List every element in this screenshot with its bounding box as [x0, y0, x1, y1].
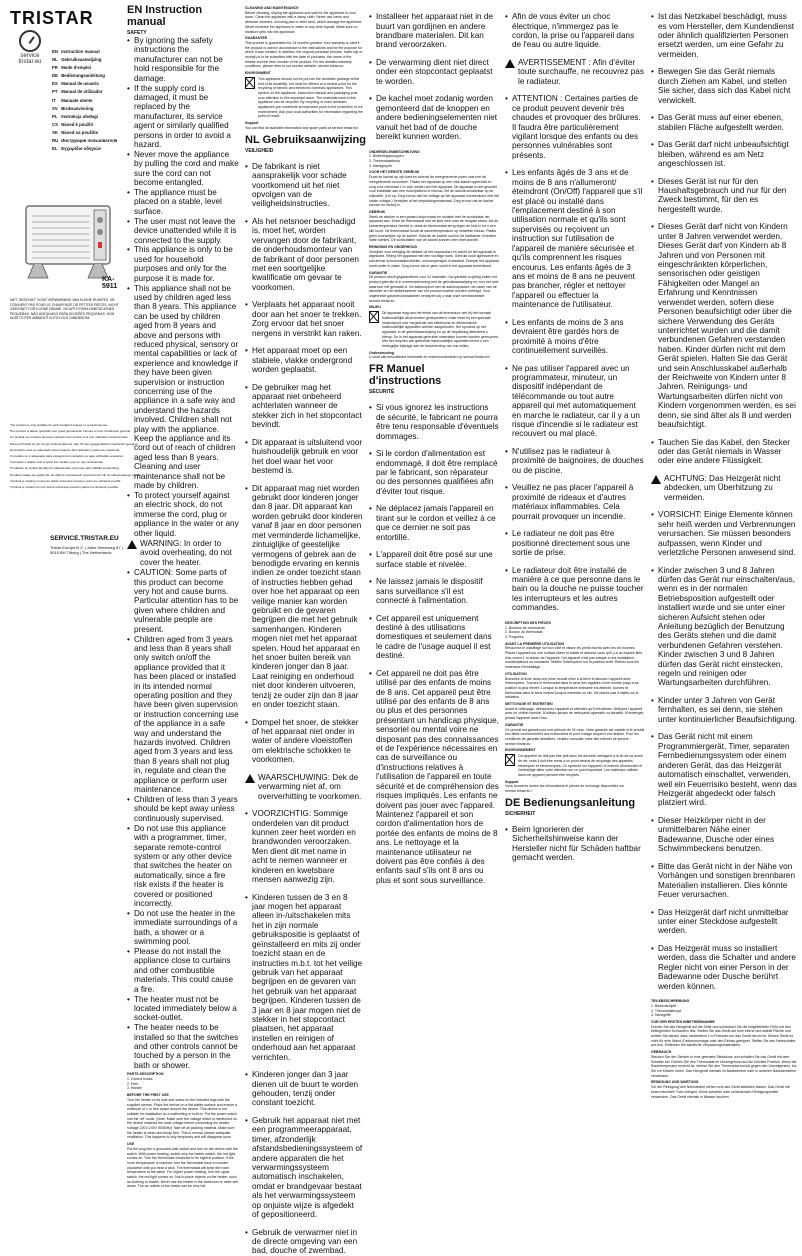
warning-row [127, 539, 239, 567]
guarantee-heading: GARANTIE [505, 722, 524, 727]
environment-text: Dit apparaat mag aan het einde van de levensduur niet bij het normale huishoudelijke afval worden gedeponeerd, maar moet bij een speciaal inzamelpunt voor hergebruik van elektrische en elektronische huishoudelijke apparaten worden aangeboden. Het symbool op het apparaat, in de gebruiksaanwijzing en op de verpakking attendeert u hierop. De in het apparaat gebruikte materialen kunnen worden gerecycled. Met het recyclen van gebruikte huishoudelijke apparaten levert u een belangrijke bijdrage aan de bescherming van ons milieu. [382, 311, 499, 349]
service-website[interactable]: SERVICE.TRISTAR.EU [50, 535, 119, 542]
crossed-bin-icon [369, 311, 379, 323]
safety-item: • Le radiateur doit être installé de manière à ce que personne dans le bain ou la douche ne puisse toucher les interrupteurs et les autres commandes. [505, 566, 645, 613]
safety-item: • Das Gerät muss auf einer ebenen, stabilen Fläche aufgestellt werden. [651, 113, 797, 132]
support-heading: Support [245, 121, 259, 126]
environment-row [369, 311, 499, 349]
environment-row [245, 77, 363, 119]
parts-heading: DESCRIPTION DES PIÈCES [505, 620, 551, 625]
before-use-heading: VOOR HET EERSTE GEBRUIK [369, 170, 420, 175]
safety-heading: SICHERHEIT [505, 810, 536, 817]
brand-logo: TRISTAR [10, 8, 94, 28]
room-warning: NIET GESCHIKT VOOR VERWARMING VAN KLEINE RUIMTES. NE CONVIENT PAS POUR LE CHAUFFAGE DE PETITES PIÈCES. NICHT GEEIGNET FÜR KLEINE RÄUME. NO APTO PARA HABITACIONES PEQUEÑAS. NÃO ADEQUADO PARA DIVISÕES PEQUENAS. NON ADATTO PER AMBIENTI DI PICCOLE DIMENSIONI. [10, 298, 119, 321]
part-item: 3. Handle [127, 1086, 142, 1091]
parts-heading: TEILEBESCHREIBUNG [651, 999, 690, 1004]
parts-heading: PARTS DESCRIPTION [127, 1072, 164, 1077]
guarantee-heading: GARANTIE [369, 270, 388, 275]
safety-item: • Kinder unter 3 Jahren von Gerät fernhalten, es sei denn, sie stehen unter kontinuierlicher Beaufsichtigung. [651, 696, 797, 724]
safety-item: • Children aged from 3 years and less than 8 years shall only switch on/off the appliance provided that it has been placed or installed in its intended normal operating position and they have been given supervision or instruction concerning use of the appliance in a safe way and understand the hazards involved. Children aged from 3 years and less than 8 years shall not plug in, regulate and clean the appliance or perform user maintenance. [127, 635, 239, 795]
safety-item: • Dieses Gerät darf nicht von Kindern unter 8 Jahren verwendet werden. Dieses Gerät darf von Kindern ab 8 Jahren und von Personen mit eingeschränkten körperlichen, sensorischen oder geistigen Fähigkeiten oder Mangel an Erfahrung und Kenntnissen verwendet werden, sofern diese Personen beaufsichtigt oder über die sichere Verwendung des Geräts unterrichtet wurden und die damit verbundenen Gefahren verstanden haben. Kinder dürfen nicht mit dem Gerät spielen. Halten Sie das Gerät und sein Anschlusskabel außerhalb der Reichweite von Kindern unter 8 Jahren. Reinigungs- und Wartungsarbeiten dürfen nicht von Kindern vorgenommen werden, es sei denn, sie sind älter als 8 und werden beaufsichtigt. [651, 222, 797, 429]
insulation-disclaimer [10, 422, 142, 490]
safety-item: • Verplaats het apparaat nooit door aan het snoer te trekken. Zorg ervoor dat het snoer nergens in verstrikt kan raken. [245, 300, 363, 338]
wrench-icon [19, 30, 41, 52]
warning-row [245, 773, 363, 801]
safety-heading: VEILIGHEID [245, 147, 274, 154]
part-item: 2. Thermostaatknop [369, 159, 401, 164]
environment-heading: ENVIRONMENT [245, 71, 271, 76]
guarantee-heading: GUARANTEE [245, 36, 268, 41]
before-use-text: Turn the heater on its side and screw on the included legs with the supplied screws. Place the device on a flat stable surface and ensure a minimum of 1 m free space around the device. This device is not suitable for installation on a wall/ceiling or built-in. Put the power switch into the 'off' mode. (Note: Make sure the voltage which is mentioned on the device matches the local voltage before connecting the heater. Voltage 220V-240V 50/60Hz) Take off all packing material. Make sure the heater is clean and dusty-free. This is normal, please adequate ventilation. This happens is only temporary and will disappear soon. [127, 1097, 238, 1140]
column-en-nl [245, 4, 366, 1256]
safety-item: • Als het netsnoer beschadigd is, moet het, worden vervangen door de fabrikant, de onderhoudsmonteur van de fabrikant of door personen met een soortgelijke kwalificatie om gevaar te voorkomen. [245, 217, 363, 292]
safety-item: • Dieser Heizkörper nicht in der unmittelbaren Nähe einer Badewanne, Dusche oder eines Schwimmbeckens benutzen. [651, 816, 797, 854]
model-number: KA-5911 [102, 276, 118, 290]
before-use-heading: VOR DER ERSTEN INBETRIEBNAHME [651, 1019, 715, 1024]
safety-item: • Het apparaat moet op een stabiele, vlakke ondergrond worden geplaatst. [245, 346, 363, 374]
safety-item: • Children of less than 3 years should be kept away unless continuously supervised. [127, 795, 239, 823]
safety-item: • Cet appareil est uniquement destiné à des utilisations domestiques et seulement dans le cadre de l'usage auquel il est destiné. [369, 614, 499, 661]
warning-text: WARNING: In order to avoid overheating, do not cover the heater. [140, 539, 232, 567]
safety-item: • Installeer het apparaat niet in de buurt van gordijnen en andere brandbare materialen. Dit kan brand veroorzaken. [369, 12, 499, 50]
safety-item: • Afin de vous éviter un choc électrique, n'immergez pas le cordon, la prise ou l'appareil dans de l'eau ou autre liquide. [505, 12, 645, 50]
safety-item: • Tauchen Sie das Kabel, den Stecker oder das Gerät niemals in Wasser oder eine andere Flüssigkeit. [651, 438, 797, 466]
language-item: IT Manuale utente [52, 97, 93, 103]
part-item: 3. Handgrepen [369, 163, 393, 168]
language-item: EL Εγχειρίδιο οδηγιών [52, 146, 102, 152]
safety-item: • Dieses Gerät ist nur für den Haushaltsgebrauch und nur für den Zweck bestimmt, für den es hergestellt wurde. [651, 177, 797, 215]
service-badge[interactable] [10, 30, 50, 65]
safety-item: • Ne pas utiliser l'appareil avec un programmateur, minuteur, un dispositif indépendant de télécommande ou tout autre appareil qui met automatiquement en marche le radiateur, car il y a un risque d'incendie si le radiateur est recouvert ou mal placé. [505, 364, 645, 439]
safety-item: • The user must not leave the device unattended while it is connected to the supply. [127, 217, 239, 245]
disclaimer-line: Dieses Produkt ist nur für gut isolierte Räume oder für den gelegentlichen Gebrauch geeignet. [10, 441, 139, 446]
before-use-text: Draai de kachel op zijn kant en schroef de meegeleverde poten vast met de meegeleverde schroeven. Plaats het apparaat op een vlak stabiel oppervlak en zorg voor minimaal 1 m vrije ruimte rond het apparaat. Dit apparaat is niet geschikt voor installatie aan een muur/plafond of inbouw. Zet de aan/uit-schakelaar op de uitpositie. (Let op: Zorg ervoor dat het voltage op het apparaat overeenkomt met het lokale voltage.) Verwijder al het verpakkingsmateriaal. Zorg ervoor dat de kachel schoon en stofvrij is. [369, 175, 499, 208]
language-item: RU Инструкция пользователя [52, 138, 118, 144]
use-text: Stecken Sie den Stecker in eine geerdete Steckdose und schalten Sie das Gerät mit dem Schalter ein. Drehen Sie den Thermostat im Uhrzeigersinn auf die höchste Position. Wenn die Raumtemperatur erreicht ist, drehen Sie den Thermostat zurück gegen den Uhrzeigersinn, bis Sie ein Klicken hören. Das Heizgerät niemals im Badezimmer oder in anderen Nassbereichen verwenden. [651, 1054, 797, 1078]
safety-item: • N'utilisez pas le radiateur à proximité de baignoires, de douches ou de piscine. [505, 447, 645, 475]
safety-item: • The heater needs to be installed so that the switches and other controls cannot be touched by a person in the bath or shower. [127, 1023, 239, 1070]
support-text: U vindt alle beschikbare informatie en reserveonderdelen op service.tristar.eu! [369, 355, 490, 360]
safety-item: • Dompel het snoer, de stekker of het apparaat niet onder in water of andere vloeistoffen om elektrische schokken te voorkomen. [245, 718, 363, 765]
disclaimer-line: Ce produit ne convient qu'à des espaces bien isolés ou à une utilisation occasionnelle. [10, 435, 129, 440]
safety-item: • Do not use this appliance with a programmer, timer, separate remote-control system or any other device that switches the heater on automatically, since a fire risk exists if the heater is covered or positioned incorrectly. [127, 824, 239, 909]
language-item: SV Bruksanvisning [52, 105, 94, 111]
warning-row [505, 58, 645, 86]
before-use-heading: BEFORE THE FIRST USE [127, 1093, 169, 1098]
safety-item: • Gebruik de verwarmer niet in de directe omgeving van een bad, douche of zwembad. [245, 1228, 363, 1256]
column-fr-de [505, 4, 645, 863]
safety-item: • Das Heizgerät darf nicht unmittelbar unter einer Steckdose aufgestellt werden. [651, 908, 797, 936]
safety-item: • De verwarming dient niet direct onder een stopcontact geplaatst te worden. [369, 58, 499, 86]
safety-item: • By ignoring the safety instructions the manufacturer can not be hold responsible for the damage. [127, 36, 239, 83]
part-item: 2. Thermostatknopf [651, 1008, 682, 1013]
part-item: 3. Handgriffe [651, 1013, 671, 1018]
safety-item: • De gebruiker mag het apparaat niet onbeheerd achterlaten wanneer de stekker zich in het stopcontact bevindt. [245, 383, 363, 430]
safety-item: • To protect yourself against an electric shock, do not immerse the cord, plug or appliance in the water or any other liquid. [127, 491, 239, 538]
language-item: DE Bedienungsanleitung [52, 73, 105, 79]
disclaimer-line: Produkten är endast lämplig för välisolerade utrymmen eller tillfällig användning. [10, 466, 120, 471]
safety-item: • Veuillez ne pas placer l'appareil à proximité de rideaux et d'autres matériaux inflammables. Cela pourrait provoquer un incendie. [505, 483, 645, 521]
safety-item: • Do not use the heater in the immediate surroundings of a bath, a shower or a swimming pool. [127, 909, 239, 947]
environment-row [505, 754, 645, 778]
parts-heading: ONDERDELENBESCHRIJVING [369, 149, 420, 154]
language-item: FR Mode d'emploi [52, 65, 92, 71]
column-nl-fr [369, 4, 499, 885]
use-text: Put the plug into a grounded wall socket and turn on the device with the switch. With power heating, switch only the heater switch, the red light comes on. Turn the thermostat clockwise to its highest position. If the room temperature is reached, turn the thermostat back to counter clockwise until you hear a click. The thermostat will keep the room temperature at the same. For higher power heating, turn the upper switch, the red light comes on. Not to place objects on the heater, such as clothing or towels. Never use the heater in the bathroom or other wet areas. The air outlets of the heater can be very hot. [127, 1146, 239, 1189]
disclaimer-line: El producto solo es adecuado para espacios bien aislados o para uso ocasional. [10, 447, 121, 452]
part-item: 1. Control knobs [127, 1076, 153, 1081]
language-item: PT Manual de utilizador [52, 89, 103, 95]
cleaning-heading: REINIGING EN ONDERHOUD [369, 244, 418, 249]
cleaning-text: Vor der Reinigung den Netzstecker ziehen und das Gerät abkühlen lassen. Das Gerät mit einem feuchten Tuch reinigen. Keine scharfen oder scheuernden Reinigungsmittel verwenden. Das Gerät niemals in Wasser tauchen. [651, 1085, 790, 1099]
language-item: EN Instruction manual [52, 49, 100, 54]
cleaning-heading: NETTOYAGE ET ENTRETIEN [505, 702, 553, 707]
before-use-text: Retournez le chauffage sur son côté et vissez les pieds fournis avec les vis fournies. Placez l'appareil sur une surface plane et stable et assurez-vous qu'il y a un espace libre d'au moins 1 m autour de l'appareil. Cet appareil n'est pas adapté à une installation murale/plafond ou encastrée. Mettez l'interrupteur sur la position arrêt. Retirez tous les matériaux d'emballage. [505, 646, 643, 670]
safety-item: • Les enfants âgés de 3 ans et de moins de 8 ans n'allumeront/éteindront (On/Off) l'appareil que s'il est placé ou installé dans l'emplacement destiné à son utilisation normale et qu'ils sont supervisés ou reçoivent un instruction sur l'utilisation de l'appareil de manière sécurisée et qu'ils comprennent les risques encourus. Les enfants âgés de 3 ans et moins de 8 ans ne peuvent pas brancher, régler et nettoyer l'appareil ou effectuer la maintenance de l'utilisateur. [505, 168, 645, 309]
cleaning-heading: REINIGUNG UND WARTUNG [651, 1080, 699, 1085]
cleaning-text: Before cleaning, unplug the appliance and wait for the appliance to cool down. Clean the appliance with a damp cloth. Never use harsh and abrasive cleaners, scouring pad or steel wool, which damage the appliance. Never immerse the appliance in water or any other liquids. Make sure no moisture gets into the appliance. [245, 10, 363, 34]
cleaning-heading: CLEANING AND MAINTENANCE [245, 6, 299, 10]
section-title-de: DE Bedienungsanleitung [505, 796, 636, 809]
warning-triangle-icon [245, 774, 255, 783]
warning-text: WAARSCHUWING: Dek de verwarming niet af, om oververhitting te voorkomen. [258, 772, 362, 801]
use-text: Steek de stekker in een geaard stopcontact en schakel met de schakelaar het apparaat aan. Draai de thermostaat met de klok mee naar de hoogste stand. Als de kamertemperatuur bereikt is, draai de thermostaat terug tegen de klok in tot u een klik hoort. De thermostaat houdt de kamertemperatuur op hetzelfde niveau. Plaats geen voorwerpen op de kachel. Gebruik de kachel nooit in de badkamer of andere natte ruimtes. De luchtuitlaten van de kachel kunnen zeer heet worden. [369, 214, 499, 243]
safety-item: • Kinderen jonger dan 3 jaar dienen uit de buurt te worden gehouden, tenzij onder constant toezicht. [245, 1070, 363, 1108]
safety-item: • Si vous ignorez les instructions de sécurité, le fabricant ne pourra être tenu responsable d'éventuels dommages. [369, 403, 499, 441]
part-item: 1. Bedienknöpfe [651, 1003, 677, 1008]
use-heading: GEBRAUCH [651, 1050, 672, 1055]
column-en [127, 4, 239, 1189]
service-label: service [20, 53, 40, 59]
use-heading: UTILISATION [505, 671, 527, 676]
language-item: SK Návod na použitie [52, 129, 98, 135]
safety-item: • Kinder zwischen 3 und 8 Jahren dürfen das Gerät nur einschalten/aus, wenn es in der normalen Betriebsposition aufgestellt oder installiert wurde und sie unter einer sicheren Aufsicht stehen oder Anleitung bezüglich der Benutzung des Geräts stehen und die damit verbundenen Gefahren verstehen. Kinder zwischen 3 und 8 Jahren dürfen das Gerät nicht einstecken, regeln und reinigen oder Wartungsarbeiten durchführen. [651, 566, 797, 688]
safety-item: • Beim Ignorieren der Sicherheitshinweise kann der Hersteller nicht für Schäden haftbar gemacht werden. [505, 825, 645, 863]
safety-item: • The heater must not be located immediately below a socket-outlet. [127, 995, 239, 1023]
language-item: PL Instrukcja obsługi [52, 113, 98, 119]
section-title-nl: NL Gebruiksaanwijzing [245, 133, 366, 146]
part-item: 3. Poignées [505, 634, 524, 639]
service-url: tristar.eu [18, 59, 42, 65]
safety-item: • Ist das Netzkabel beschädigt, muss es vom Hersteller, dem Kundendienst oder ähnlich qualifizierten Personen ersetzt werden, um eine Gefahr zu vermeiden. [651, 12, 797, 59]
before-use-text: Drehen Sie das Heizgerät auf die Seite und schrauben Sie die mitgelieferten Füße mit den beiliegenden Schrauben fest. Stellen Sie das Gerät auf eine ebene und stabile Fläche und achten Sie darauf, dass mindestens 1 m Freiraum um das Gerät herum ist. Dieses Gerät ist nicht für eine Wand-/Deckenmontage oder den Einbau geeignet. Stellen Sie den Netzschalter auf Aus. Entfernen Sie sämtliche Verpackungsmaterialien. [651, 1024, 796, 1048]
safety-item: • Bewegen Sie das Gerät niemals durch Ziehen am Kabel, und stellen Sie sicher, dass sich das Kabel nicht verwickelt. [651, 67, 797, 105]
before-use-heading: AVANT LA PREMIÈRE UTILISATION [505, 641, 564, 646]
support-text: Vous trouverez toutes les informations et pièces de rechange disponibles sur service.tristar.eu ! [505, 784, 625, 794]
cleaning-text: Verwijder voor reiniging de stekker uit het stopcontact en wacht tot het apparaat is afgekoeld. Reinig het apparaat met een vochtige doek. Gebruik nooit agressieve en schurende schoonmaakmiddelen, schuursponsjes of staalwol. Dompel het apparaat nooit onder in water. Zorg ervoor dat er geen vocht in het apparaat terechtkomt. [369, 249, 499, 268]
language-item: CS Návod k použití [52, 121, 93, 127]
part-item: 2. Bouton du thermostat [505, 630, 543, 635]
safety-item: • Kinderen tussen de 3 en 8 jaar mogen het apparaat alleen in-/uitschakelen mits het in zijn normale gebruikspositie is geplaatst of geïnstalleerd en mits zij onder toezicht staan en de instructies m.b.t. tot het veilige gebruik van het apparaat begrijpen en de gevaren van het gebruik van het apparaat begrijpen. Kinderen tussen de 3 jaar en 8 jaar mogen niet de stekker in het stopcontact plaatsen, het apparaat instellen en reinigen of onderhoud aan het apparaat verrichten. [245, 893, 363, 1062]
guarantee-text: Dit product wordt gegarandeerd voor 24 maanden. Uw garantie is geldig indien het product gebruikt is in overeenstemming met de gebruiksaanwijzing en voor het doel waarvoor het gemaakt is. De aankoopbon met de aankoopdatum, de naam van de winkelier en het artikelnummer van het product moeten worden overlegd. Voor uitgebreide garantievoorwaarden verwijzen wij u naar onze servicewebsite: service.tristar.eu [369, 275, 499, 303]
cleaning-text: Avant le nettoyage, débranchez l'appareil et attendez qu'il refroidisse. Nettoyez l'appareil avec un chiffon humide. N'utilisez jamais de nettoyants agressifs ou abrasifs. N'immergez jamais l'appareil dans l'eau. [505, 706, 644, 721]
safety-item: • CAUTION: Some parts of this product can become very hot and cause burns. Particular attention has to be given where children and vulnerable people are present. [127, 568, 239, 634]
language-list [52, 48, 132, 153]
safety-item: • Bitte das Gerät nicht in der Nähe von Vorhängen und sonstigen brennbaren Materialien installieren. Dies könnte Feuer verursachen. [651, 862, 797, 900]
use-heading: USE [127, 1142, 135, 1147]
part-item: 2. Feet [127, 1081, 138, 1086]
environment-text: This appliance should not be put into the domestic garbage at the end of its durability, but must be offered at a central point for the recycling of electric and electronic domestic appliances. This symbol on the appliance, instruction manual and packaging puts your attention to this important issue. The materials used in this appliance can be recycled. By recycling of used domestic appliances you contribute an important push to the protection of our environment. Ask your local authorities for information regarding the point of recall. [258, 76, 363, 119]
language-item: ES Manual de usuario [52, 81, 99, 87]
safety-item: • The appliance must be placed on a stable, level surface. [127, 188, 239, 216]
safety-item: • If the supply cord is damaged, it must be replaced by the manufacturer, its service agent or similarly qualified persons in order to avoid a hazard. [127, 84, 239, 150]
language-item: NL Gebruiksaanwijzing [52, 57, 102, 63]
warning-text: ACHTUNG: Das Heizgerät nicht abdecken, um Überhitzung zu vermeiden. [664, 473, 781, 502]
safety-heading: SAFETY [127, 30, 147, 36]
environment-heading: MILIEU [369, 305, 381, 310]
column-de [651, 4, 797, 1099]
safety-heading: SÉCURITÉ [369, 389, 395, 396]
support-heading: Ondersteuning [369, 350, 394, 355]
safety-item: • Dit apparaat mag niet worden gebruikt door kinderen jonger dan 8 jaar. Dit apparaat kan worden gebruikt door kinderen vanaf 8 jaar en door personen met verminderde lichamelijke, zintuiglijke of geestelijke vermogens of gebrek aan de benodigde ervaring en kennis indien ze onder toezicht staan of instructies hebben gehad over hoe het apparaat op een veilige manier kan worden gebruikt en de gevaren begrijpen die met het gebruik samenhangen. Kinderen mogen niet met het apparaat spelen. Houd het apparaat en het snoer buiten bereik van kinderen jonger dan 8 jaar. Laat reiniging en onderhoud niet door kinderen uitvoeren, tenzij ze ouder zijn dan 8 jaar en onder toezicht staan. [245, 484, 363, 710]
safety-item: • Si le cordon d'alimentation est endommagé, il doit être remplacé par le fabricant, son réparateur ou des personnes qualifiées afin d'éviter tout risque. [369, 449, 499, 496]
support-heading: Support [505, 779, 519, 784]
disclaimer-line: The product is only suitable for well insulated spaces or occasional use. [10, 423, 109, 427]
safety-item: • Dit apparaat is uitsluitend voor huishoudelijk gebruik en voor het doel waar het voor bestemd is. [245, 438, 363, 476]
safety-item: • Les enfants de moins de 3 ans devraient être gardés hors de proximité à moins d'être continuellement surveillés. [505, 318, 645, 356]
safety-item: • Please do not install the appliance close to curtains and other combustible materials. This could cause a fire. [127, 947, 239, 994]
environment-heading: ENVIRONNEMENT [505, 748, 536, 753]
safety-item: • This appliance shall not be used by children aged less than 8 years. This appliance can be used by children aged from 8 years and above and persons with reduced physical, sensory or mental capabilities or lack of experience and knowledge if they have been given supervision or instruction concerning use of the appliance in a safe way and understand the hazards involved. Children shall not play with the appliance. Keep the appliance and its cord out of reach of children aged less than 8 years. Cleaning and user maintenance shall not be made by children. [127, 284, 239, 491]
safety-item: • Gebruik het apparaat niet met een programmeerapparaat, timer, afzonderlijk afstandsbedieningssysteem of andere apparaten die het verwarmingssysteem automatisch inschakelen, omdat er brandgevaar bestaat als het verwarmingssysteem op onjuiste wijze is afgedekt of gepositioneerd. [245, 1116, 363, 1219]
use-text: Branchez la fiche dans une prise murale mise à la terre et allumez l'appareil avec l'interrupteur. Tournez le thermostat dans le sens des aiguilles d'une montre jusqu'à sa position la plus élevée. Lorsque la température ambiante est atteinte, tournez le thermostat dans le sens inverse jusqu'à entendre un clic. Ne placez pas d'objets sur le radiateur. [505, 676, 639, 700]
safety-item: • VORSICHT: Einige Elemente können sehr heiß werden und Verbrennungen verursachen. Sie müssen besonders aufpassen, wenn Kinder und verletzliche Personen anwesend sind. [651, 510, 797, 557]
safety-item: • L'appareil doit être posé sur une surface stable et nivelée. [369, 550, 499, 569]
safety-item: • De kachel moet zodanig worden gemonteerd dat de knoppen en andere bedieningselementen niet vanuit het bad of de douche bereikt kunnen worden. [369, 94, 499, 141]
guarantee-text: This product is guaranteed for 24 months granted. Your warranty is valid if the product is used in accordance to the instructions and for the purpose for which it was created. In addition, the original purchase (invoice, sales slip or receipt) is to be submitted with the date of purchase, the name of the retailer and the item number of the product. For the detailed warranty conditions, please refer to our service website: service.tristar.eu [245, 40, 363, 69]
safety-item: • This appliance is only to be used for household purposes and only for the purpose it is made for. [127, 245, 239, 283]
company-address: Tristar Europe B.V. | Jules Verneweg 87 | 5015 BH Tilburg | The Netherlands [50, 545, 123, 556]
guarantee-text: Ce produit est garanti pour une période de 24 mois. Votre garantie est valable si le produit est utilisé conformément aux instructions et pour l'usage auquel il est destiné. Pour les conditions de garantie détaillées, veuillez consulter notre site internet de service : service.tristar.eu [505, 727, 645, 746]
disclaimer-line: Produkt nadaje się wyłącznie do dobrze izolowanych pomieszczeń lub do okazjonalnego użytku. [10, 472, 142, 477]
safety-item: • Das Heizgerät muss so installiert werden, dass die Schalter und andere Regler nicht von einer Person in der Badewanne oder Dusche berührt werden können. [651, 944, 797, 991]
warning-row [651, 474, 797, 502]
safety-item: • Never move the appliance by pulling the cord and make sure the cord can not become entangled. [127, 150, 239, 188]
safety-item: • ATTENTION : Certaines parties de ce produit peuvent devenir très chaudes et provoquer des brûlures. Il faudra être particulièrement vigilant lorsque des enfants ou des personnes vulnérables sont présents. [505, 94, 645, 160]
environment-text: Cet appareil ne doit pas être jeté avec les déchets ménagers à la fin de sa durée de vie, mais il doit être remis à un point central de recyclage des appareils électriques et électroniques. Ce symbole sur l'appareil, le manuel d'instruction et l'emballage attire votre attention sur ce point important. Les matériaux utilisés dans cet appareil peuvent être recyclés. [518, 754, 643, 777]
use-heading: GEBRUIK [369, 210, 386, 215]
disclaimer-line: Het product is alleen geschikt voor goed geïsoleerde ruimtes of voor incidenteel gebruik. [10, 429, 131, 434]
part-item: 1. Bedieningsknoppen [369, 154, 404, 159]
safety-item: • Ne déplacez jamais l'appareil en tirant sur le cordon et veillez à ce que ce dernier ne soit pas entortillé. [369, 504, 499, 542]
warning-triangle-icon [651, 475, 661, 484]
crossed-bin-icon [245, 77, 255, 89]
safety-item: • Le radiateur ne doit pas être positionné directement sous une sortie de prise. [505, 529, 645, 557]
warning-triangle-icon [505, 59, 515, 68]
heater-illustration [18, 196, 116, 286]
disclaimer-line: Výrobok je vhodný len pre dobre izolované priestory alebo na občasné použitie. [10, 485, 119, 490]
safety-item: • Das Gerät nicht mit einem Programmiergerät, Timer, separaten Fernbedienungssystem oder einem anderen Gerät, das das Heizgerät automatisch einschaltet, verwenden, weil ein Feuerrisiko besteht, wenn das Heizgerät abgedeckt oder falsch platziert wird. [651, 732, 797, 807]
disclaimer-line: O produto só é adequado para espaços bem isolados ou para utilização ocasional. [10, 454, 124, 459]
warning-triangle-icon [127, 540, 137, 549]
section-title-fr: FR Manuel d'instructions [369, 363, 442, 388]
safety-item: • Ne laissez jamais le dispositif sans surveillance s'il est connecté à l'alimentation. [369, 577, 499, 605]
safety-item: • Das Gerät darf nicht unbeaufsichtigt bleiben, während es am Netz angeschlossen ist. [651, 140, 797, 168]
section-title-en: EN Instruction manual [127, 4, 203, 28]
safety-item: • VOORZICHTIG: Sommige onderdelen van dit product kunnen zeer heet worden en brandwonden veroorzaken. Men dient dit met name in acht te nemen wanneer er kinderen en kwetsbare mensen aanwezig zijn. [245, 809, 363, 884]
safety-item: • Cet appareil ne doit pas être utilisé par des enfants de moins de 8 ans. Cet appareil peut être utilisé par des enfants de 8 ans ou plus et des personnes présentant un handicap physique, sensoriel ou mental voire ne disposant pas des connaissances et de l'expérience nécessaires en cas de surveillance ou d'instructions relatives à l'utilisation de l'appareil en toute sécurité et de compréhension des risques impliqués. Les enfants ne doivent pas jouer avec l'appareil. Maintenez l'appareil et son cordon d'alimentation hors de portée des enfants de moins de 8 ans. Le nettoyage et la maintenance utilisateur ne doivent pas être confiés à des enfants sauf s'ils ont 8 ans ou plus et sont sous surveillance. [369, 669, 499, 885]
warning-text: AVERTISSEMENT : Afin d'éviter toute surchauffe, ne recouvrez pas le radiateur. [518, 58, 644, 86]
safety-item: • De fabrikant is niet aansprakelijk voor schade voortkomend uit het niet opvolgen van de veiligheidsinstructies. [245, 162, 363, 209]
disclaimer-line: Il prodotto è adatto solo a spazi ben isolati o per un uso occasionale. [10, 460, 104, 465]
disclaimer-line: Výrobek je vhodný pouze pro dobře izolované prostory nebo pro občasné použití. [10, 478, 122, 483]
crossed-bin-icon [505, 754, 515, 766]
part-item: 1. Boutons de commande [505, 625, 545, 630]
support-text: You can find all available information and spare parts at service.tristar.eu! [245, 125, 359, 130]
